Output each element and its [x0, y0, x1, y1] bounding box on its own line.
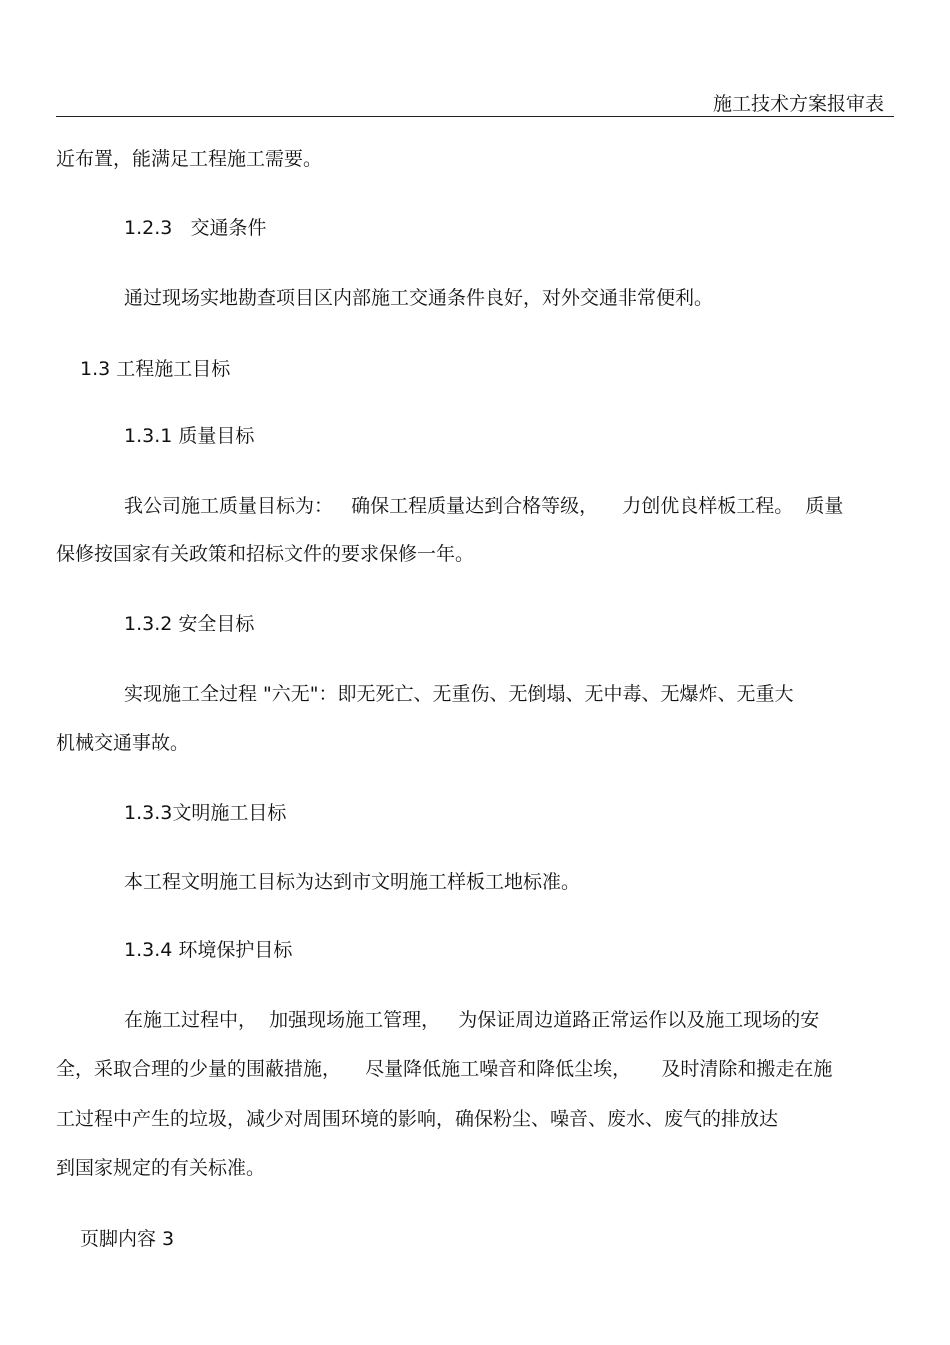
section-heading: 1.3.3文明施工目标 — [124, 802, 287, 824]
section-heading: 1.3 工程施工目标 — [80, 358, 231, 380]
page-header-title: 施工技术方案报审表 — [712, 93, 884, 115]
body-line: 在施工过程中， 加强现场施工管理， 为保证周边道路正常运作以及施工现场的安 — [124, 1009, 820, 1031]
section-heading: 1.3.1 质量目标 — [124, 425, 255, 447]
body-line: 全，采取合理的少量的围蔽措施， 尽量降低施工噪音和降低尘埃， 及时清除和搬走在施 — [56, 1058, 833, 1080]
page-footer: 页脚内容 3 — [80, 1228, 175, 1250]
body-line: 近布置，能满足工程施工需要。 — [56, 148, 323, 170]
body-line: 我公司施工质量目标为： 确保工程质量达到合格等级， 力创优良样板工程。 质量 — [124, 495, 844, 517]
section-heading: 1.3.4 环境保护目标 — [124, 939, 293, 961]
header-divider — [56, 116, 894, 117]
body-line: 到国家规定的有关标准。 — [56, 1157, 266, 1179]
body-line: 本工程文明施工目标为达到市文明施工样板工地标准。 — [124, 871, 581, 893]
body-line: 保修按国家有关政策和招标文件的要求保修一年。 — [56, 543, 475, 565]
body-line: 工过程中产生的垃圾，减少对周围环境的影响，确保粉尘、噪音、废水、废气的排放达 — [56, 1108, 779, 1130]
body-line: 实现施工全过程 "六无"：即无死亡、无重伤、无倒塌、无中毒、无爆炸、无重大 — [124, 683, 794, 705]
section-heading: 1.2.3 交通条件 — [124, 217, 267, 239]
section-heading: 1.3.2 安全目标 — [124, 613, 255, 635]
body-line: 通过现场实地勘查项目区内部施工交通条件良好，对外交通非常便利。 — [124, 287, 714, 309]
body-line: 机械交通事故。 — [56, 732, 190, 754]
